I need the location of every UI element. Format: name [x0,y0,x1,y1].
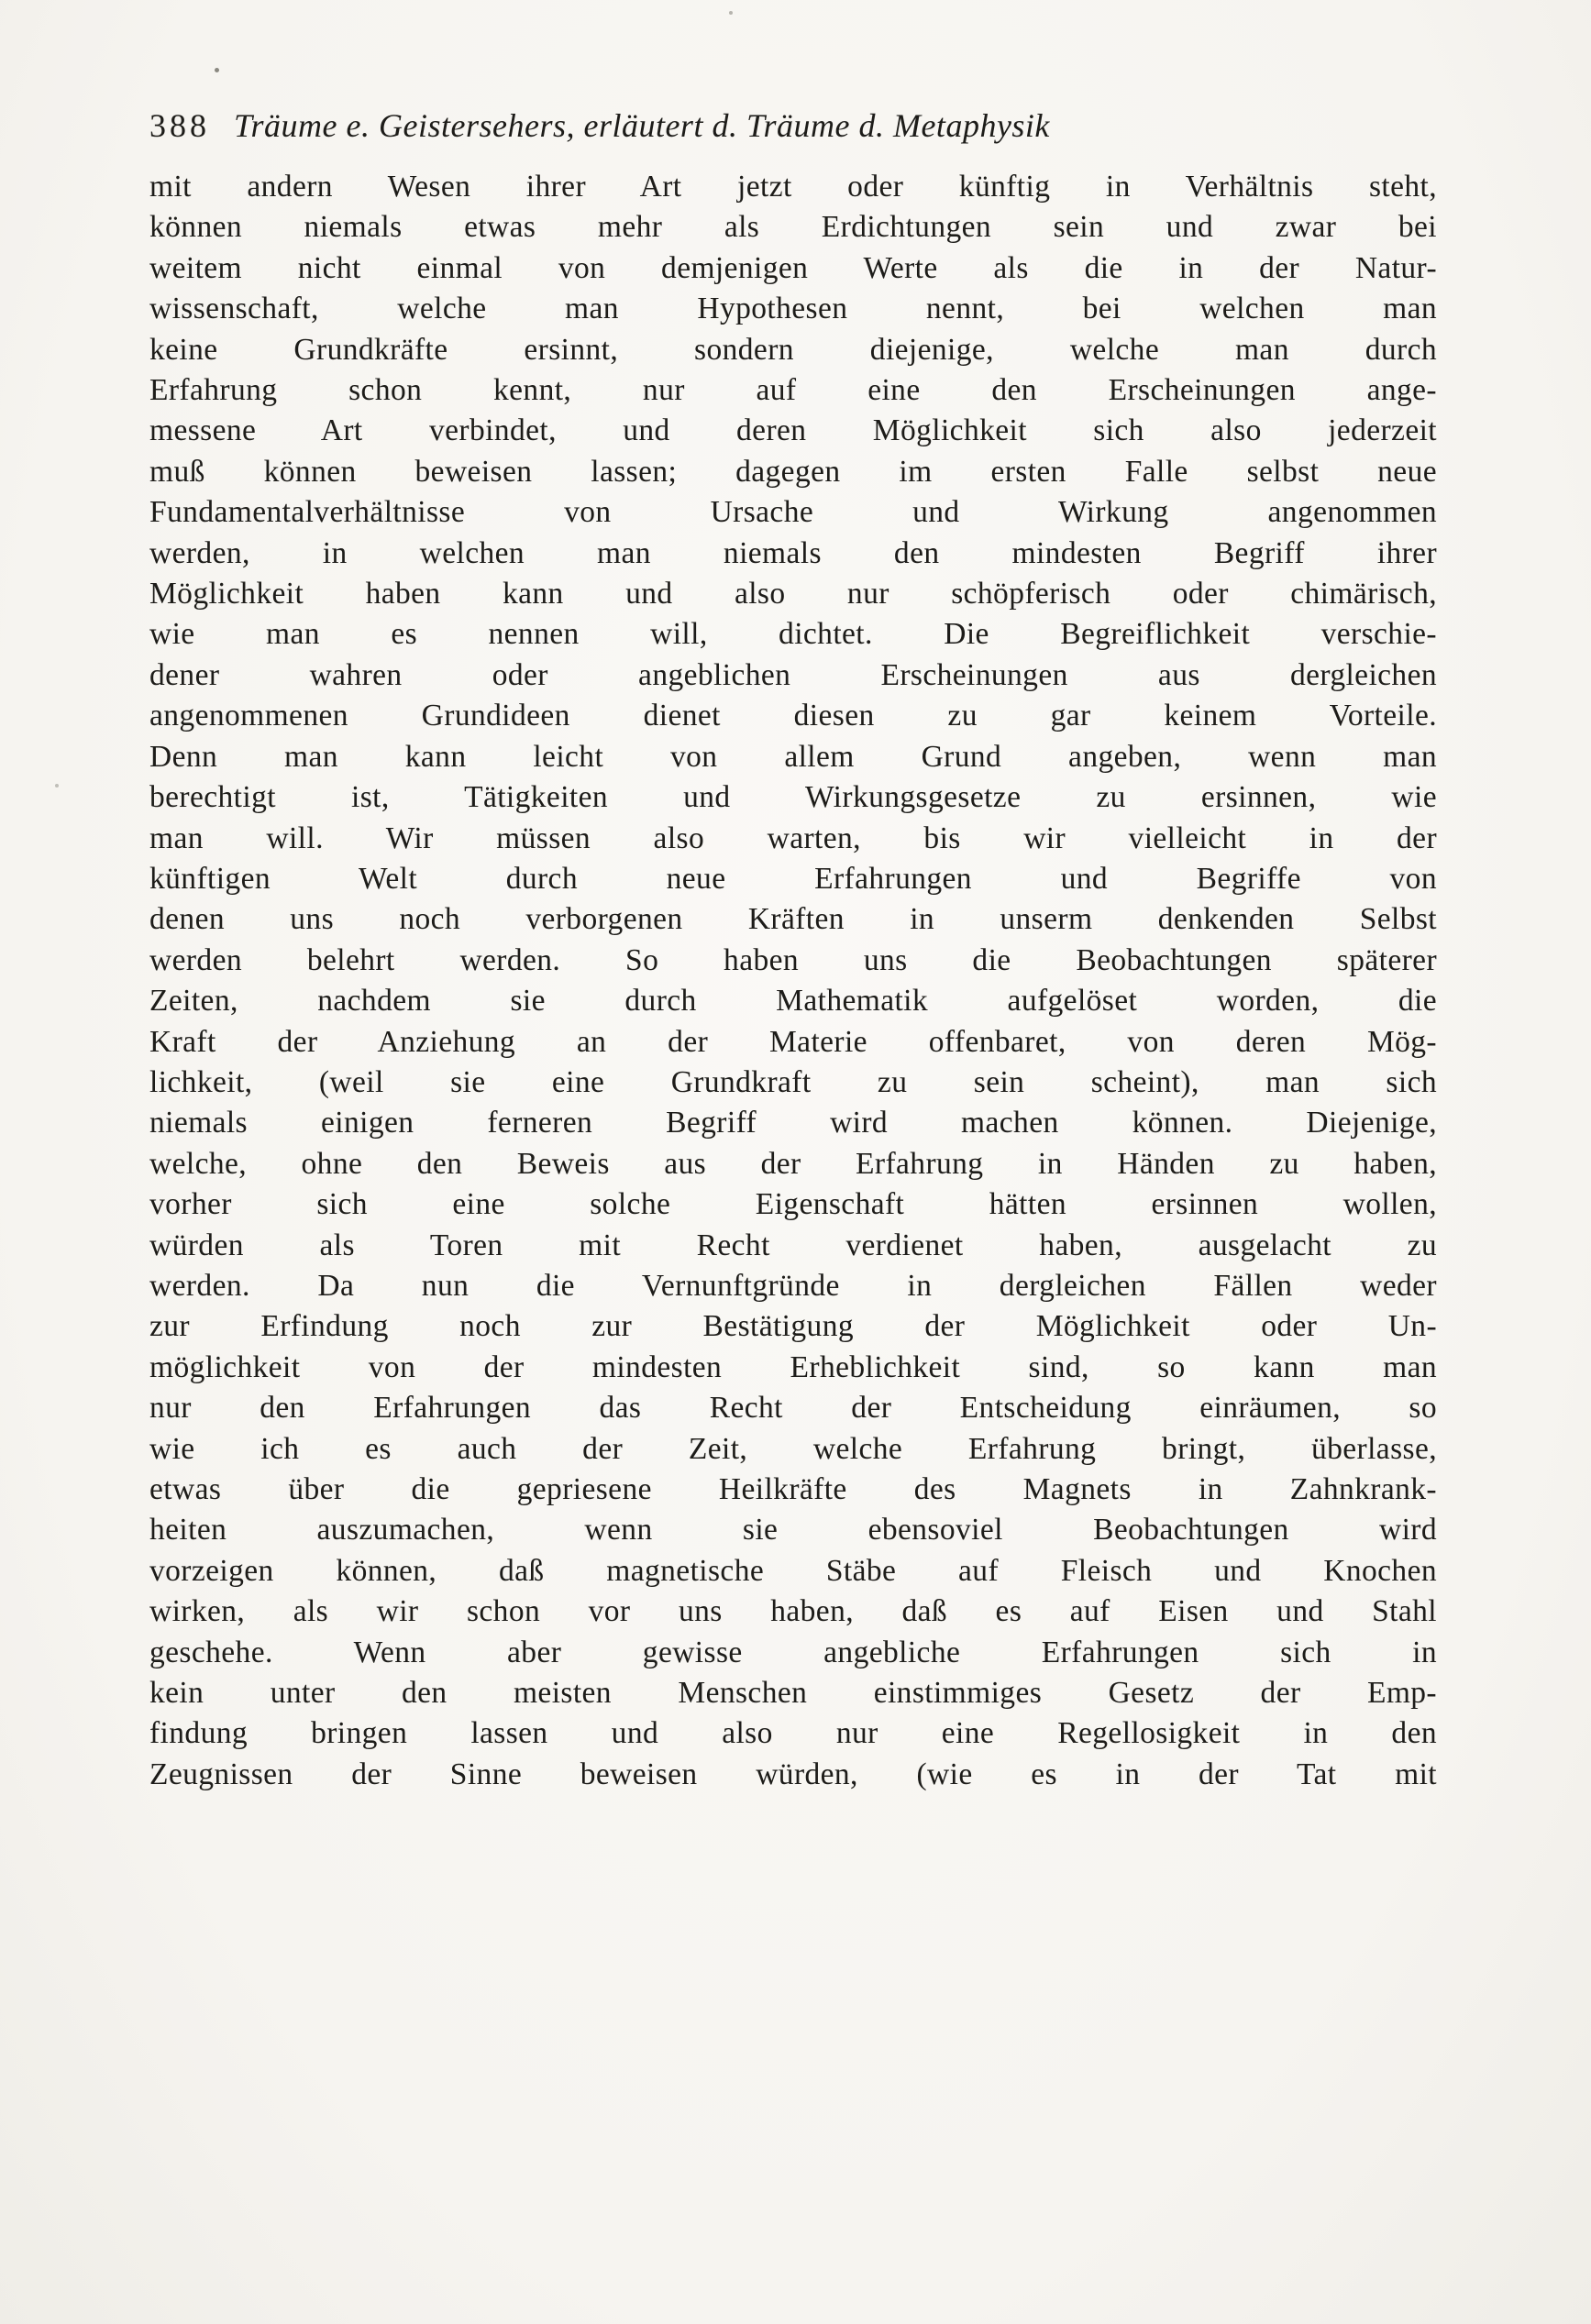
text-line: angenommenen Grundideen dienet diesen zu gar keinem Vorteile. [149,699,1437,733]
scan-speck [729,11,733,15]
text-line: vorher sich eine solche Eigenschaft hätten ersinnen wollen, [149,1187,1437,1222]
text-line: lichkeit, (weil sie eine Grundkraft zu sein scheint), man sich [149,1064,1437,1099]
text-line: dener wahren oder angeblichen Erscheinungen aus dergleichen [149,657,1437,692]
running-header [149,106,1435,146]
text-line: findung bringen lassen und also nur eine Regellosigkeit in den [149,1716,1437,1751]
scan-speck [215,68,219,72]
text-line: wie man es nennen will, dichtet. Die Begreiflichkeit verschie- [149,617,1437,652]
text-line: muß können beweisen lassen; dagegen im ersten Falle selbst neue [149,454,1437,489]
text-line: keine Grundkräfte ersinnt, sondern diejenige, welche man durch [149,332,1437,367]
page-number: 388 [149,107,210,144]
text-line: wissenschaft, welche man Hypothesen nennt, bei welchen man [149,292,1437,326]
text-line: Zeiten, nachdem sie durch Mathematik aufgelöset worden, die [149,984,1437,1019]
text-line: Möglichkeit haben kann und also nur schöpferisch oder chimärisch, [149,577,1437,611]
text-line: Erfahrung schon kennt, nur auf eine den Erscheinungen ange- [149,373,1437,408]
text-line: geschehe. Wenn aber gewisse angebliche Erfahrungen sich in [149,1635,1437,1669]
text-line: werden. Da nun die Vernunftgründe in dergleichen Fällen weder [149,1268,1437,1303]
text-line: vorzeigen können, daß magnetische Stäbe auf Fleisch und Knochen [149,1553,1437,1588]
text-line: denen uns noch verborgenen Kräften in unserm denkenden Selbst [149,902,1437,937]
text-line: wirken, als wir schon vor uns haben, daß es auf Eisen und Stahl [149,1594,1437,1629]
text-line: nur den Erfahrungen das Recht der Entscheidung einräumen, so [149,1391,1437,1426]
text-line: weitem nicht einmal von demjenigen Werte als die in der Natur- [149,250,1437,285]
text-line: Kraft der Anziehung an der Materie offenbaret, von deren Mög- [149,1024,1437,1059]
text-line: welche, ohne den Beweis aus der Erfahrung in Händen zu haben, [149,1146,1437,1181]
text-line: man will. Wir müssen also warten, bis wir vielleicht in der [149,821,1437,855]
text-line: Fundamentalverhältnisse von Ursache und Wirkung angenommen [149,495,1437,530]
text-line: wie ich es auch der Zeit, welche Erfahrung bringt, überlasse, [149,1431,1437,1466]
text-line: mit andern Wesen ihrer Art jetzt oder künftig in Verhältnis steht, [149,170,1437,204]
text-line: werden, in welchen man niemals den mindesten Begriff ihrer [149,535,1437,570]
text-line: können niemals etwas mehr als Erdichtungen sein und zwar bei [149,210,1437,245]
text-line: messene Art verbindet, und deren Möglichkeit sich also jederzeit [149,413,1437,448]
text-line: kein unter den meisten Menschen einstimmiges Gesetz der Emp- [149,1676,1437,1711]
text-line: berechtigt ist, Tätigkeiten und Wirkungsgesetze zu ersinnen, wie [149,780,1437,815]
text-line: etwas über die gepriesene Heilkräfte des Magnets in Zahnkrank- [149,1472,1437,1506]
text-line: Zeugnissen der Sinne beweisen würden, (wie es in der Tat mit [149,1757,1437,1791]
body-text [149,167,1437,1795]
text-line: werden belehrt werden. So haben uns die Beobachtungen späterer [149,942,1437,977]
running-title: Träume e. Geistersehers, erläutert d. Träume d. Metaphysik [234,107,1050,144]
text-line: möglichkeit von der mindesten Erheblichkeit sind, so kann man [149,1349,1437,1384]
text-line: künftigen Welt durch neue Erfahrungen und Begriffe von [149,861,1437,896]
text-line: heiten auszumachen, wenn sie ebensoviel Beobachtungen wird [149,1513,1437,1547]
scan-speck [55,784,59,788]
text-line: Denn man kann leicht von allem Grund angeben, wenn man [149,739,1437,774]
text-line: würden als Toren mit Recht verdienet haben, ausgelacht zu [149,1228,1437,1262]
text-line: zur Erfindung noch zur Bestätigung der Möglichkeit oder Un- [149,1309,1437,1344]
text-line: niemals einigen ferneren Begriff wird machen können. Diejenige, [149,1106,1437,1140]
